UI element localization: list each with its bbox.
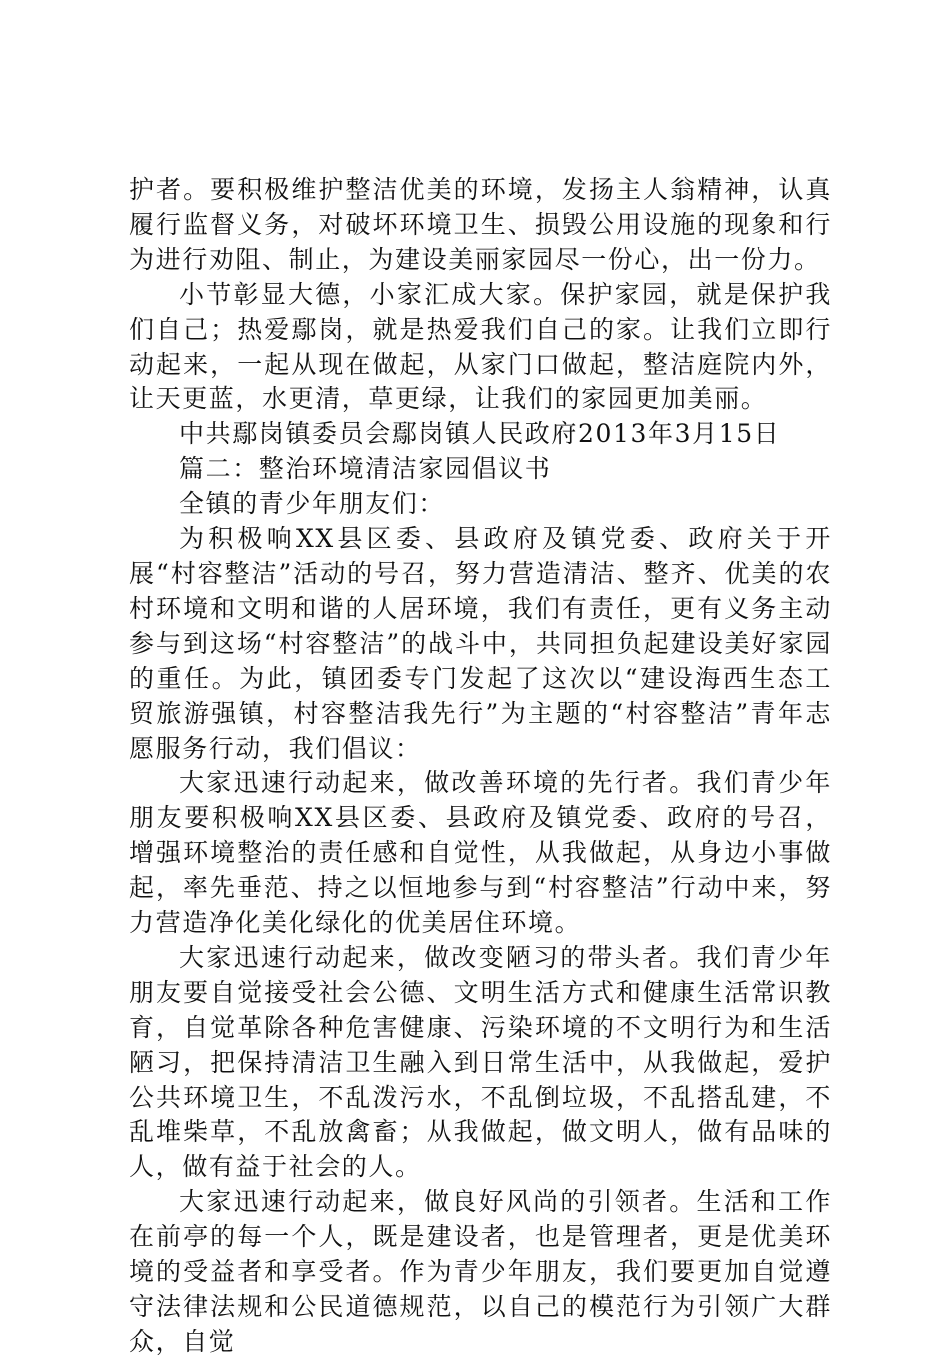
paragraph: 小节彰显大德，小家汇成大家。保护家园，就是保护我们自己；热爱鄢岗，就是热爱我们自己的家。让我们立即行动起来，一起从现在做起，从家门口做起，整洁庭院内外，让天更蓝，水更清，草更绿，让我们的家园更加美丽。 — [129, 279, 832, 414]
paragraph: 大家迅速行动起来，做改变陋习的带头者。我们青少年朋友要自觉接受社会公德、文明生活方式和健康生活常识教育，自觉革除各种危害健康、污染环境的不文明行为和生活陋习，把保持清洁卫生融入到日常生活中，从我做起，爱护公共环境卫生，不乱泼污水，不乱倒垃圾，不乱搭乱建，不乱堆柴草，不乱放禽畜；从我做起，做文明人，做有品味的人，做有益于社会的人。 — [129, 942, 832, 1182]
paragraph: 为积极响XX县区委、县政府及镇党委、政府关于开展“村容整洁”活动的号召，努力营造清洁、整齐、优美的农村环境和文明和谐的人居环境，我们有责任，更有义务主动参与到这场“村容整洁”的战斗中，共同担负起建设美好家园的重任。为此，镇团委专门发起了这次以“建设海西生态工贸旅游强镇，村容整洁我先行”为主题的“村容整洁”青年志愿服务行动，我们倡议： — [129, 524, 832, 763]
paragraph: 大家迅速行动起来，做改善环境的先行者。我们青少年朋友要积极响XX县区委、县政府及镇党委、政府的号召，增强环境整治的责任感和自觉性，从我做起，从身边小事做起，率先垂范、持之以恒地参与到“村容整洁”行动中来，努力营造净化美化绿化的优美居住环境。 — [129, 768, 832, 938]
salutation: 全镇的青少年朋友们： — [179, 489, 446, 519]
document-body — [129, 173, 832, 1360]
signature-line: 中共鄢岗镇委员会鄢岗镇人民政府2013年3月15日 — [179, 419, 781, 449]
section-title: 篇二：整治环境清洁家园倡议书 — [179, 454, 552, 484]
paragraph: 护者。要积极维护整洁优美的环境，发扬主人翁精神，认真履行监督义务，对破坏环境卫生、损毁公用设施的现象和行为进行劝阻、制止，为建设美丽家园尽一份心，出一份力。 — [129, 175, 832, 274]
paragraph: 大家迅速行动起来，做良好风尚的引领者。生活和工作在前亭的每一个人，既是建设者，也是管理者，更是优美环境的受益者和享受者。作为青少年朋友，我们要更加自觉遵守法律法规和公民道德规范，以自己的模范行为引领广大群众，自觉 — [129, 1187, 832, 1356]
